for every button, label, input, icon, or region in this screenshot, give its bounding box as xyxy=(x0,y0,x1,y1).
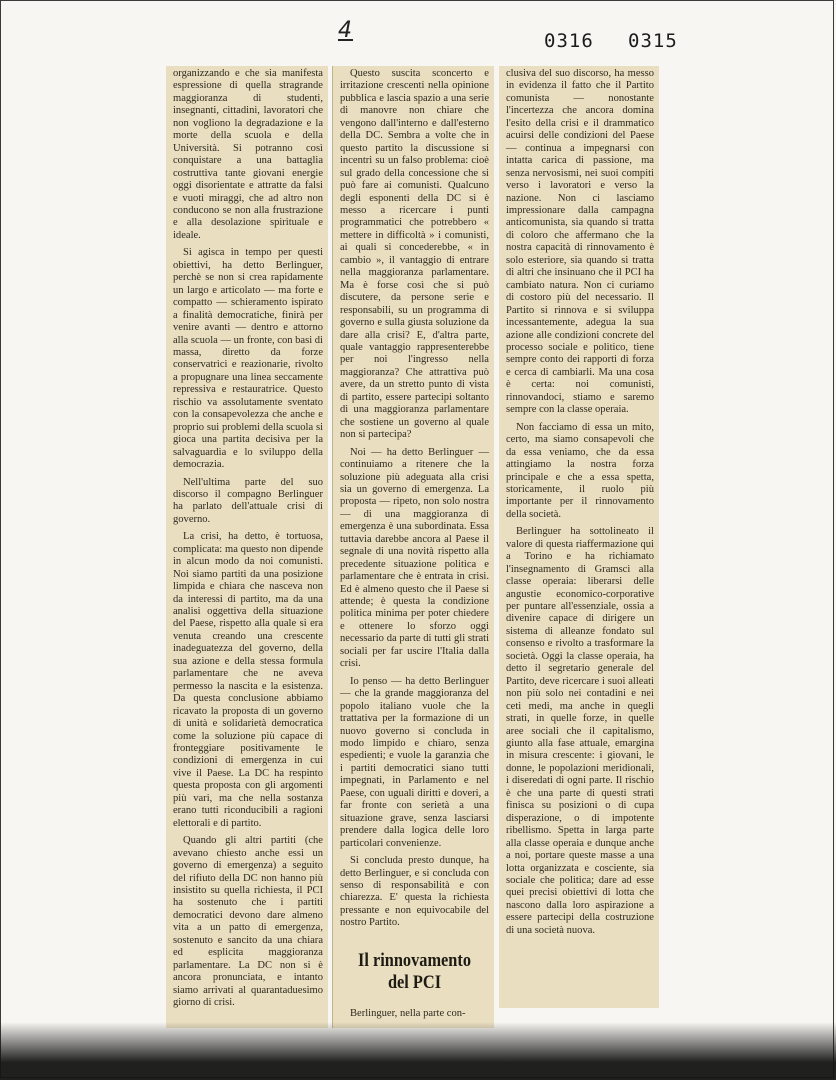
archive-number-left: 0316 xyxy=(544,30,594,52)
page-number-mark: 4 xyxy=(338,18,353,43)
paragraph: Io penso — ha detto Berlinguer — che la grande maggioranza del popolo italiano vuole che la trattativa per la formazione di un nuovo governo si concluda in modo limpido e chiaro, senza espedienti; e vuole la garanzia che i partiti democratici siano tutti impegnati, in Parlamento e nel Paese, con uguali diritti e doveri, a far fronte con serietà a una situazione grave, senza lasciarsi prendere dalla logica delle loro particolari convenienze. xyxy=(340,675,489,849)
archive-number-right: 0315 xyxy=(628,30,678,52)
paragraph: Nell'ultima parte del suo discorso il compagno Berlinguer ha parlato dell'attuale crisi di governo. xyxy=(173,476,323,525)
scan-bottom-shadow xyxy=(0,1022,836,1080)
paragraph: organizzando e che sia manifesta espressione di quella stragrande maggioranza di studenti, insegnanti, cittadini, lavoratori che non vogliono la degradazione e la morte della scuola e della Università. Si potranno così conquistare a una battaglia costruttiva tante giovani energie oggi disorientate e attratte da falsi e vuoti miraggi, che ad altro non conducono se non alla frustrazione e alla desolazione spirituale e ideale. xyxy=(173,68,323,241)
paragraph: Non facciamo di essa un mito, certo, ma siamo consapevoli che da essa veniamo, che da essa attingiamo la nostra forza principale e che a essa spetta, storicamente, il ruolo più importante per il rinnovamento della società. xyxy=(506,421,654,520)
paragraph: clusiva del suo discorso, ha messo in evidenza il fatto che il Partito comunista — nonostante l'incertezza che ancora domina l'esito della crisi e il drammatico acuirsi delle condizioni del Paese — continua a impegnarsi con intatta carica di passione, ma senza nervosismi, nei suoi compiti verso i lavoratori e verso la nazione. Non ci lasciamo impressionare dalla campagna anticomunista, sia quando si tratta di coloro che affermano che la nostra capacità di rinnovamento è solo esteriore, sia quando si tratta di altri che insinuano che il PCI ha cambiato natura. Non ci curiamo di costoro più del necessario. Il Partito si rinnova e si sviluppa incessantemente, adegua la sua azione alle condizioni concrete del processo sociale e politico, tiene sempre conto dei rapporti di forza e cerca di cambiarli. Ma una cosa è certa: noi comunisti, rinnovandoci, stiamo e saremo sempre con la classe operaia. xyxy=(506,68,654,416)
paragraph: Si agisca in tempo per questi obiettivi, ha detto Berlinguer, perchè se non si crea rapidamente un largo e articolato — ma forte e compatto — schieramento ispirato a finalità democratiche, finirà per venire avanti — dentro e attorno alla scuola — un fronte, con basi di massa, diretto da forze conservatrici e reazionarie, rivolto a propugnare una linea seccamente repressiva e restauratrice. Questo rischio va assolutamente sventato con la consapevolezza che anche e proprio sui problemi della scuola si gioca una partita decisiva per la salvaguardia e lo sviluppo della democrazia. xyxy=(173,247,323,471)
paragraph: Questo suscita sconcerto e irritazione crescenti nella opinione pubblica e lascia spazio a una serie di manovre non chiare che vengono dall'interno e dall'esterno della DC. Sembra a volte che in questo partito la discussione si incentri su un falso problema: cioè sul grado della concessione che si può fare ai comunisti. Qualcuno degli esponenti della DC si è messo a ricercare i punti programmatici che potrebbero « mettere in difficoltà » i comunisti, ai quali si concederebbe, « in cambio », il vantaggio di entrare nella maggioranza parlamentare. Ma è forse così che si può discutere, da persone serie e responsabili, su un programma di governo e sulla giusta soluzione da dare alla crisi? E, d'altra parte, quale vantaggio rappresenterebbe per noi l'ingresso nella maggioranza? Che attrattiva può avere, da un stretto punto di vista di partito, essere partecipi soltanto di una maggioranza parlamentare che sostiene un governo al quale non si partecipa? xyxy=(340,68,489,441)
article-column-2 xyxy=(332,66,494,1028)
article-subheading: Il rinnovamento del PCI xyxy=(357,949,472,993)
paragraph: Quando gli altri partiti (che avevano chiesto anche essi un governo di emergenza) a seguito del rifiuto della DC non hanno più insistito su quella richiesta, il PCI ha sostenuto che i partiti democratici devono dare almeno vita a un patto di emergenza, sostenuto e sancito da una chiara ed esplicita maggioranza parlamentare. La DC non si è ancora pronunciata, e intanto siamo arrivati al quarantaduesimo giorno di crisi. xyxy=(173,835,323,1009)
paragraph: Berlinguer, nella parte con- xyxy=(350,1007,466,1019)
article-column-3 xyxy=(499,66,659,1008)
paragraph: La crisi, ha detto, è tortuosa, complicata: ma questo non dipende in alcun modo da noi comunisti. Noi siamo partiti da una posizione limpida e chiara che nasceva non da interessi di partito, ma da una analisi oggettiva della situazione del Paese, rispetto alla quale si era venuta creando una crescente inadeguatezza del governo, della sua azione e della stessa formula parlamentare che ne aveva permesso la nascita e la esistenza. Da questa conclusione abbiamo ricavato la proposta di un governo di unità e solidarietà democratica come la soluzione più capace di fronteggiare positivamente le condizioni di emergenza in cui vive il Paese. La DC ha respinto questa proposta con gli argomenti più vari, ma che nella sostanza erano tutti riconducibili a ragioni elettorali e di partito. xyxy=(173,531,323,829)
paragraph: Noi — ha detto Berlinguer — continuiamo a ritenere che la soluzione più adeguata alla crisi sia un governo di emergenza. La proposta — ripeto, non solo nostra — di una maggioranza di emergenza è una subordinata. Essa tuttavia darebbe ancora al Paese il segnale di una novità rispetto alla precedente situazione politica e parlamentare che è entrata in crisi. Ed è almeno questo che il Paese si attende; è questa la condizione politica minima per poter chiedere e ottenere lo sforzo oggi necessario da parte di tutti gli strati sociali per far uscire l'Italia dalla crisi. xyxy=(340,446,489,670)
paragraph: Berlinguer ha sottolineato il valore di questa riaffermazione qui a Torino e ha richiamato l'insegnamento di Gramsci alla classe operaia: liberarsi delle angustie economico-corporative per puntare all'essenziale, ossia a divenire capace di dirigere un sistema di alleanze fondato sul consenso e rivolto a trasformare la società. Oggi la classe operaia, ha detto il segretario generale del Partito, deve ricercare i suoi alleati non più solo nei contadini e nei ceti medi, ma anche in quegli strati, in quelle forze, in quelle aree sociali che il capitalismo, giunto alla fase attuale, emargina in misura crescente: i giovani, le donne, le popolazioni meridionali, i diseredati di ogni parte. Il rischio è che una parte di questi strati finisca su posizioni o di cupa disperazione, o di impotente ribellismo. Spetta in larga parte alla classe operaia e dunque anche a noi, portare queste masse a una lotta organizzata e cosciente, sia sociale che politica; dare ad esse quei precisi obiettivi di lotta che nascono dalla loro aspirazione a essere partecipi della costruzione di una società nuova. xyxy=(506,526,654,936)
article-column-1 xyxy=(166,66,328,1028)
paragraph: Si concluda presto dunque, ha detto Berlinguer, e si concluda con senso di responsabilità e con chiarezza. E' questa la richiesta pressante e non equivocabile del nostro Partito. xyxy=(340,855,489,929)
